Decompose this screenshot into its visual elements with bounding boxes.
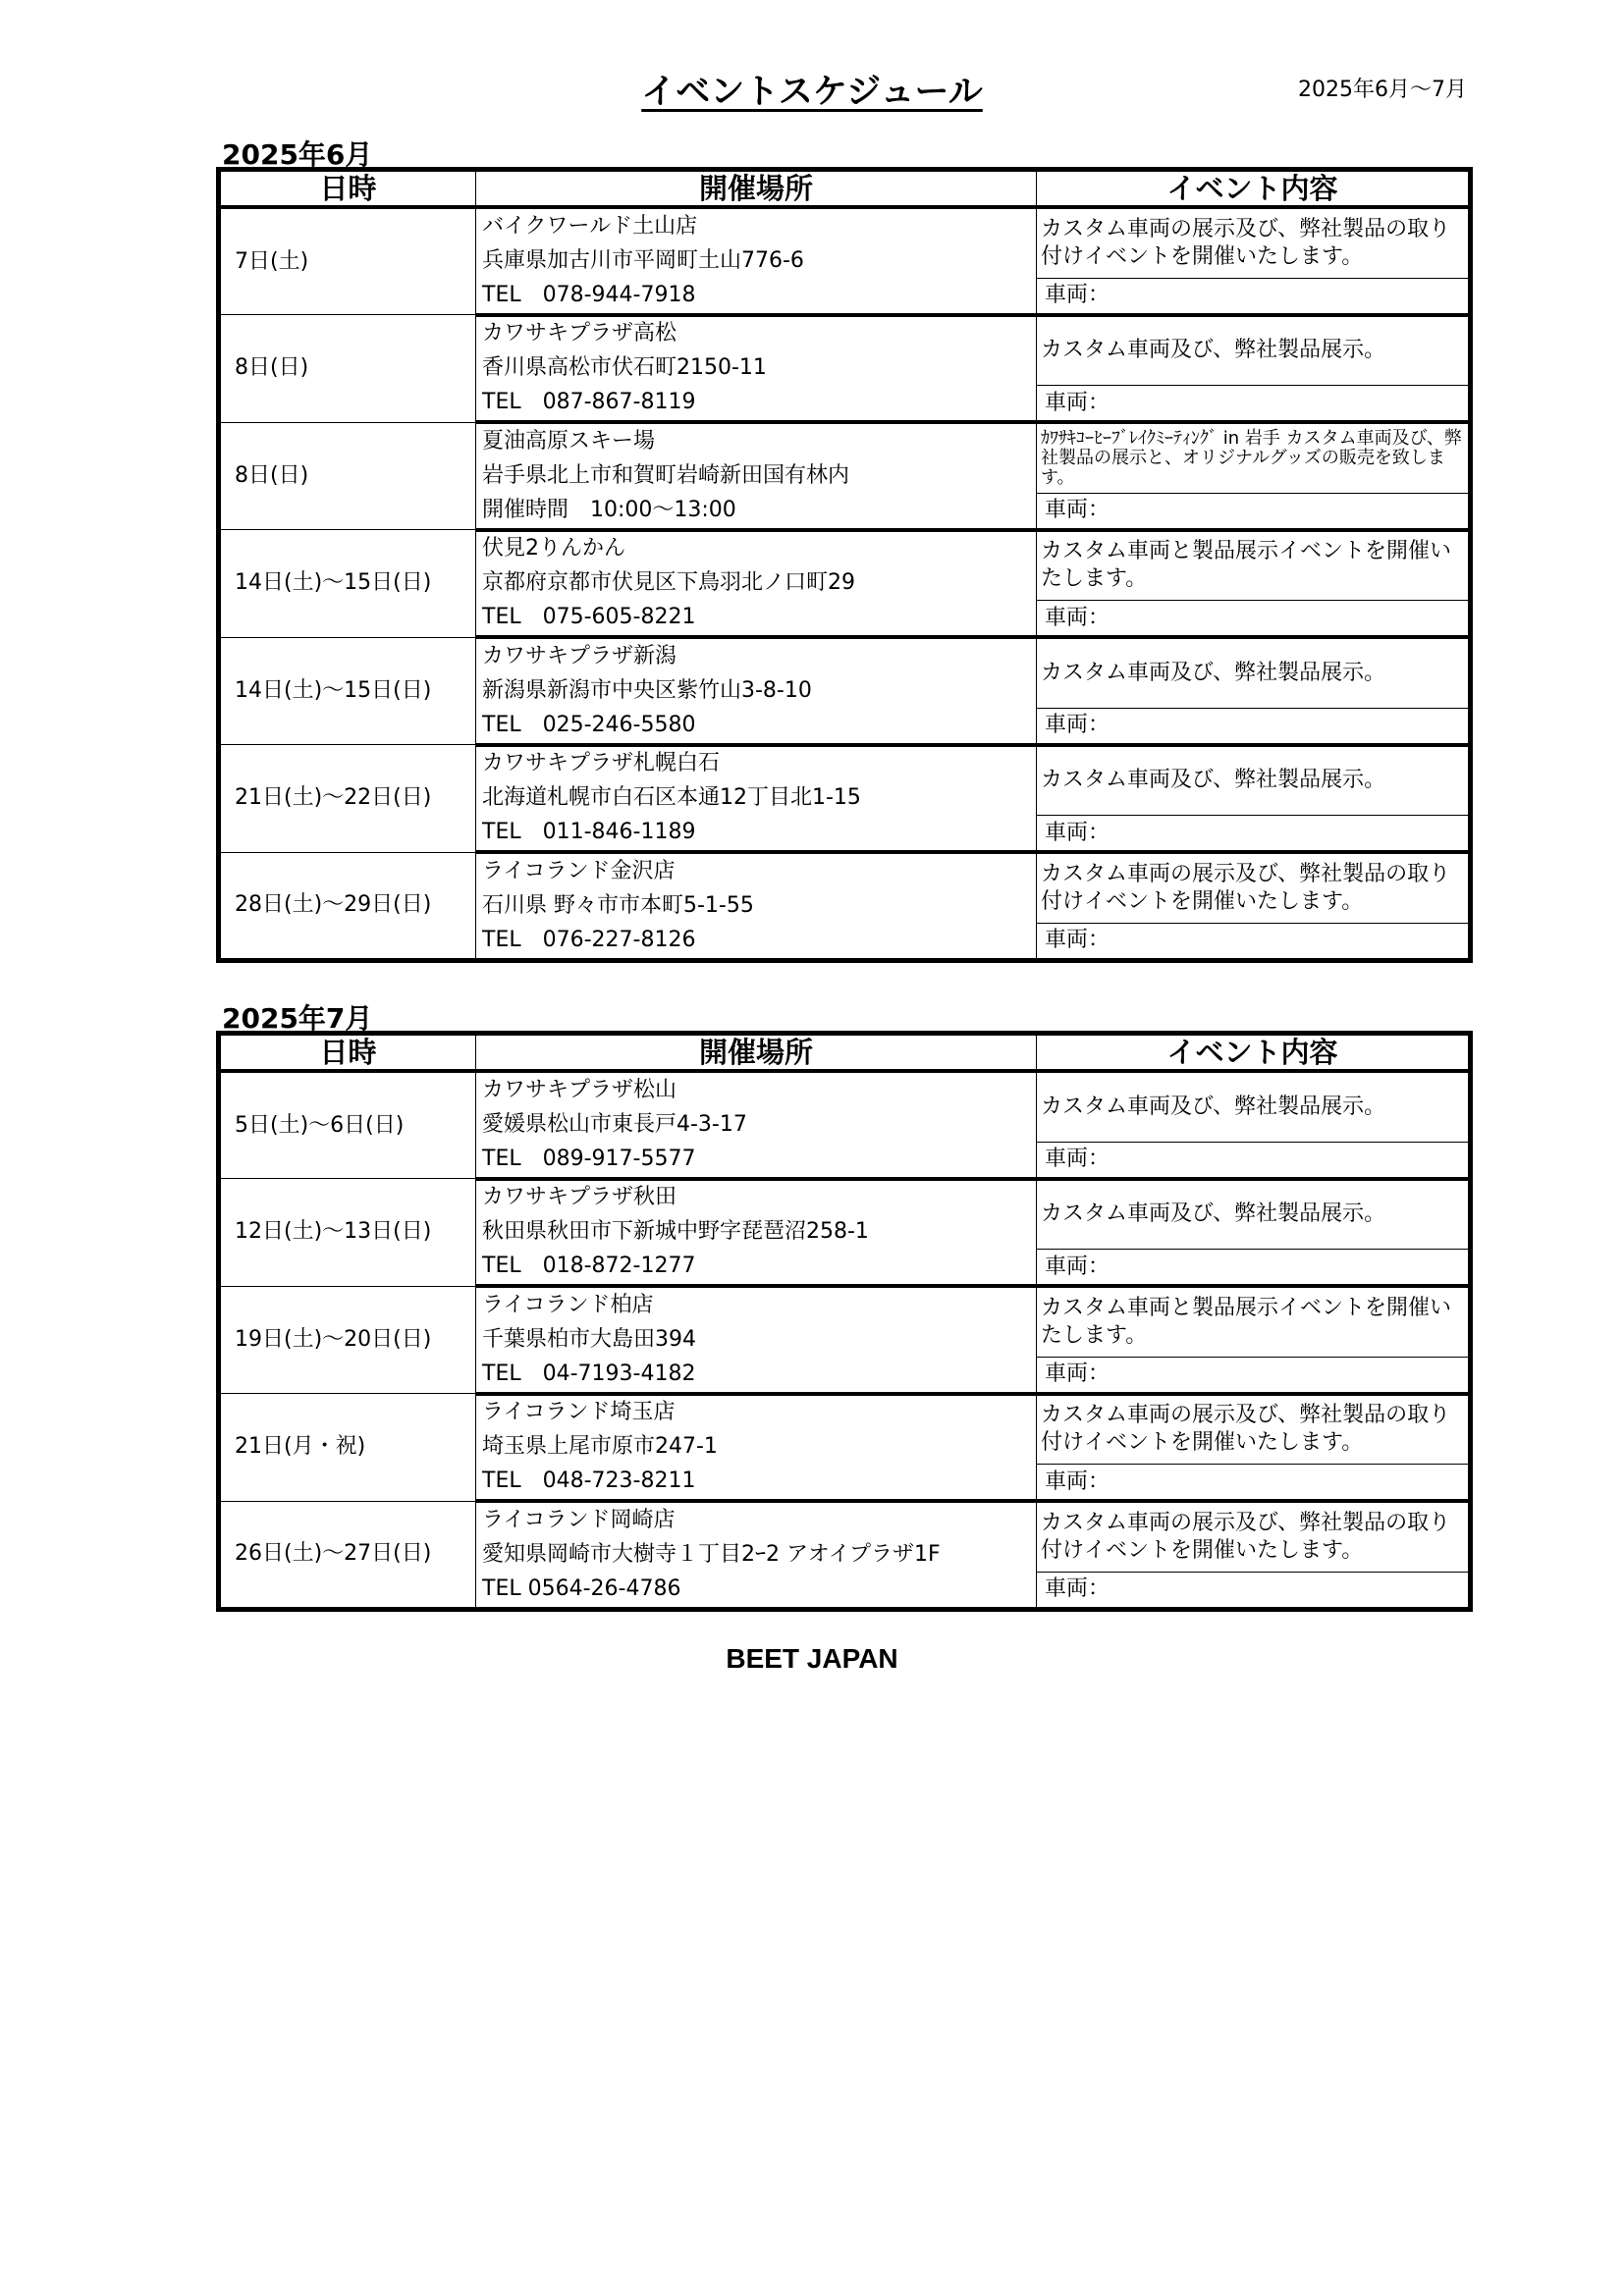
schedule-table-june	[216, 167, 1473, 963]
event-date: 26日(土)～27日(日)	[219, 1501, 476, 1609]
table-row	[219, 315, 1471, 351]
header-content: イベント内容	[1037, 170, 1471, 208]
event-address: 千葉県柏市大島田394	[476, 1322, 1037, 1357]
event-contact: TEL 087-867-8119	[476, 386, 1037, 423]
event-address: 秋田県秋田市下新城中野字琵琶沼258-1	[476, 1215, 1037, 1250]
event-contact: TEL 018-872-1277	[476, 1250, 1037, 1287]
event-venue: カワサキプラザ秋田	[476, 1179, 1037, 1215]
event-vehicle: 車両：	[1037, 816, 1471, 853]
event-content: カスタム車両及び、弊社製品展示。	[1037, 637, 1471, 708]
event-date: 14日(土)～15日(日)	[219, 637, 476, 745]
footer-company: BEET JAPAN	[726, 1643, 898, 1674]
event-venue: ライコランド金沢店	[476, 852, 1037, 888]
event-date: 19日(土)～20日(日)	[219, 1286, 476, 1394]
event-content: カスタム車両の展示及び、弊社製品の取り付けイベントを開催いたします。	[1037, 1394, 1471, 1465]
event-address: 埼玉県上尾市原市247-1	[476, 1430, 1037, 1465]
schedule-table-july	[216, 1031, 1473, 1612]
event-address: 北海道札幌市白石区本通12丁目北1-15	[476, 781, 1037, 816]
event-content: カスタム車両及び、弊社製品展示。	[1037, 1179, 1471, 1250]
event-venue: ライコランド柏店	[476, 1286, 1037, 1322]
event-contact: TEL 0564-26-4786	[476, 1572, 1037, 1609]
event-date: 21日(土)～22日(日)	[219, 745, 476, 853]
event-venue: ライコランド埼玉店	[476, 1394, 1037, 1430]
event-date: 14日(土)～15日(日)	[219, 530, 476, 638]
table-row	[219, 852, 1471, 888]
event-venue: カワサキプラザ松山	[476, 1071, 1037, 1107]
table-row	[219, 422, 1471, 458]
header-venue: 開催場所	[476, 170, 1037, 208]
table-header-row	[219, 1034, 1471, 1072]
event-vehicle: 車両：	[1037, 708, 1471, 745]
event-vehicle: 車両：	[1037, 386, 1471, 423]
event-content: カスタム車両及び、弊社製品展示。	[1037, 745, 1471, 816]
event-date: 5日(土)～6日(日)	[219, 1071, 476, 1179]
event-contact: TEL 078-944-7918	[476, 278, 1037, 315]
event-content: カスタム車両の展示及び、弊社製品の取り付けイベントを開催いたします。	[1037, 1501, 1471, 1572]
event-address: 京都府京都市伏見区下鳥羽北ノ口町29	[476, 566, 1037, 601]
event-vehicle: 車両：	[1037, 923, 1471, 960]
table-row	[219, 207, 1471, 243]
event-content: カスタム車両及び、弊社製品展示。	[1037, 315, 1471, 386]
header-content: イベント内容	[1037, 1034, 1471, 1072]
table-row	[219, 1286, 1471, 1322]
event-date: 8日(日)	[219, 422, 476, 530]
event-address: 愛媛県松山市東長戸4-3-17	[476, 1107, 1037, 1142]
event-contact: TEL 075-605-8221	[476, 601, 1037, 638]
event-venue: カワサキプラザ高松	[476, 315, 1037, 351]
event-address: 岩手県北上市和賀町岩崎新田国有林内	[476, 458, 1037, 493]
table-row	[219, 530, 1471, 566]
event-contact: TEL 011-846-1189	[476, 816, 1037, 853]
event-vehicle: 車両：	[1037, 1250, 1471, 1287]
header-date: 日時	[219, 170, 476, 208]
header-venue: 開催場所	[476, 1034, 1037, 1072]
event-vehicle: 車両：	[1037, 1357, 1471, 1394]
event-content: カスタム車両と製品展示イベントを開催いたします。	[1037, 530, 1471, 601]
event-contact: TEL 048-723-8211	[476, 1465, 1037, 1502]
event-content: カスタム車両と製品展示イベントを開催いたします。	[1037, 1286, 1471, 1357]
event-venue: カワサキプラザ新潟	[476, 637, 1037, 673]
event-content: カスタム車両の展示及び、弊社製品の取り付けイベントを開催いたします。	[1037, 207, 1471, 278]
event-vehicle: 車両：	[1037, 1572, 1471, 1609]
event-vehicle: 車両：	[1037, 1142, 1471, 1179]
event-date: 28日(土)～29日(日)	[219, 852, 476, 960]
table-header-row	[219, 170, 1471, 208]
event-venue: 伏見2りんかん	[476, 530, 1037, 566]
event-address: 香川県高松市伏石町2150-11	[476, 351, 1037, 386]
table-row	[219, 1394, 1471, 1430]
table-row	[219, 1179, 1471, 1215]
event-contact: TEL 089-917-5577	[476, 1142, 1037, 1179]
event-date: 12日(土)～13日(日)	[219, 1179, 476, 1287]
event-vehicle: 車両：	[1037, 493, 1471, 530]
table-row	[219, 745, 1471, 781]
event-date: 7日(土)	[219, 207, 476, 315]
event-contact: TEL 04-7193-4182	[476, 1357, 1037, 1394]
event-vehicle: 車両：	[1037, 601, 1471, 638]
event-address: 新潟県新潟市中央区紫竹山3-8-10	[476, 673, 1037, 708]
section-label-july: 2025年7月	[222, 1002, 373, 1035]
table-row	[219, 1501, 1471, 1537]
event-date: 21日(月・祝)	[219, 1394, 476, 1502]
event-date: 8日(日)	[219, 315, 476, 423]
table-row	[219, 1071, 1471, 1107]
event-venue: 夏油高原スキー場	[476, 422, 1037, 458]
event-venue: バイクワールド土山店	[476, 207, 1037, 243]
event-content: カスタム車両の展示及び、弊社製品の取り付けイベントを開催いたします。	[1037, 852, 1471, 923]
table-row	[219, 637, 1471, 673]
event-contact: TEL 076-227-8126	[476, 923, 1037, 960]
event-contact: 開催時間 10:00～13:00	[476, 493, 1037, 530]
event-venue: カワサキプラザ札幌白石	[476, 745, 1037, 781]
event-vehicle: 車両：	[1037, 278, 1471, 315]
page-title: イベントスケジュール	[641, 73, 983, 112]
date-range: 2025年6月～7月	[1298, 78, 1467, 102]
event-address: 愛知県岡崎市大樹寺１丁目2ｰ2 アオイプラザ1F	[476, 1537, 1037, 1572]
event-venue: ライコランド岡崎店	[476, 1501, 1037, 1537]
section-label-june: 2025年6月	[222, 138, 373, 171]
header-date: 日時	[219, 1034, 476, 1072]
event-vehicle: 車両：	[1037, 1465, 1471, 1502]
event-content: カスタム車両及び、弊社製品展示。	[1037, 1071, 1471, 1142]
event-content: ｶﾜｻｷｺｰﾋｰﾌﾞﾚｲｸﾐｰﾃｨﾝｸﾞ in 岩手 カスタム車両及び、弊社製品の展示と、オリジナルグッズの販売を致します。	[1037, 422, 1471, 493]
event-address: 石川県 野々市市本町5-1-55	[476, 888, 1037, 923]
event-contact: TEL 025-246-5580	[476, 708, 1037, 745]
event-address: 兵庫県加古川市平岡町土山776-6	[476, 243, 1037, 278]
